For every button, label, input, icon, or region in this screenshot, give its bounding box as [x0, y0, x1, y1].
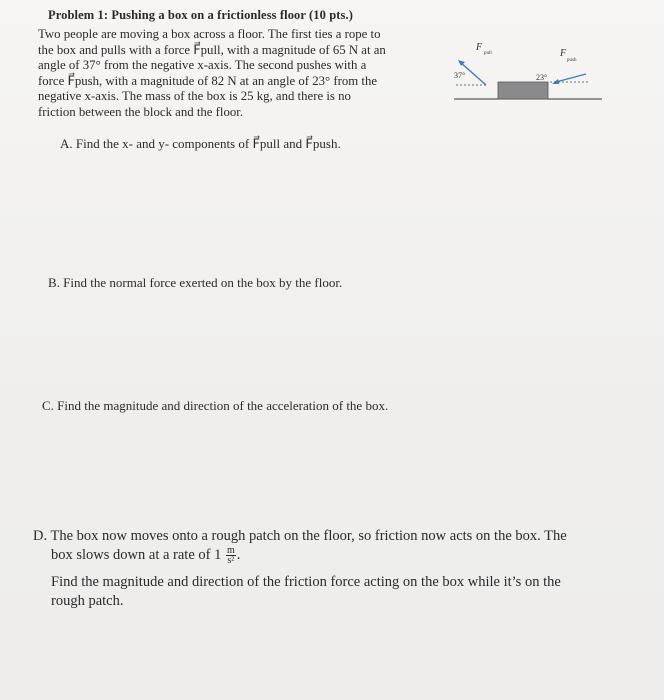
push-force-label: F [560, 48, 567, 59]
intro-line-2: the box and pulls with a force F⃗pull, with a magnitude of 65 N at an [38, 42, 386, 57]
intro-line-1: Two people are moving a box across a floor. The first ties a rope to [38, 27, 381, 41]
pull-force-label: F [476, 42, 483, 53]
part-d-line-1: D. The box now moves onto a rough patch on the floor, so friction now acts on the box. The [33, 528, 567, 544]
unit-numerator: m [226, 545, 235, 557]
pull-angle-label: 37° [454, 71, 466, 80]
part-d-line-2: box slows down at a rate of 1 $\frac{m}{\text{s²}}$ . [33, 546, 653, 565]
part-d-line-4: rough patch. [51, 593, 124, 610]
part-b-question: B. Find the normal force exerted on the box by the floor. [48, 275, 343, 290]
intro-line-4: force F⃗push, with a magnitude of 82 N at an angle of 23° from the [38, 73, 378, 88]
intro-line-6: friction between the block and the floor. [38, 104, 244, 119]
part-d-line-3: Find the magnitude and direction of the friction force acting on the box while it’s on the [51, 574, 561, 591]
part-d-question [33, 527, 653, 611]
push-arrow [556, 74, 586, 82]
part-a-question: A. Find the x- and y- components of F⃗pull and F⃗push. [60, 136, 341, 151]
problem-intro [38, 27, 438, 120]
push-angle-label: 23° [536, 73, 548, 82]
part-d-rate-text: box slows down at a rate of 1 [51, 547, 222, 563]
intro-line-5: negative x-axis. The mass of the box is 25 kg, and there is no [38, 89, 351, 103]
part-c-question: C. Find the magnitude and direction of the acceleration of the box. [42, 398, 389, 413]
intro-line-3: angle of 37° from the negative x-axis. The second pushes with a [38, 58, 367, 72]
push-arrowhead [552, 79, 559, 84]
box [498, 82, 548, 99]
pull-force-sub: pull [484, 51, 492, 56]
push-force-sub: push [567, 58, 577, 63]
acceleration-unit [226, 546, 236, 565]
force-diagram [446, 38, 606, 108]
problem-title: Problem 1: Pushing a box on a frictionless floor (10 pts.) [48, 8, 353, 22]
unit-denominator: s² [227, 555, 235, 567]
